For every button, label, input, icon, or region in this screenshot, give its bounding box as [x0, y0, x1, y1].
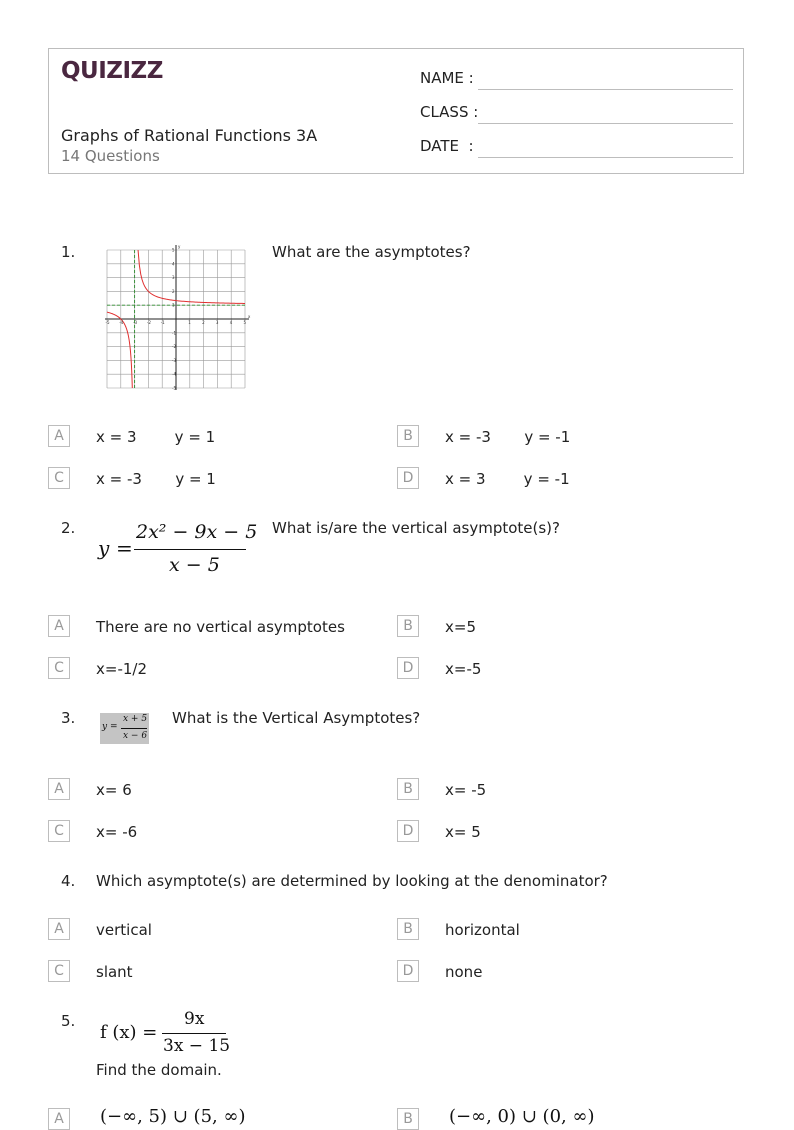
equation-numerator: 2x² − 9x − 5 — [136, 521, 258, 543]
option-a-badge[interactable]: A — [48, 778, 70, 800]
equation-lhs: f (x) = — [100, 1022, 158, 1043]
x-tick-label: 4 — [229, 320, 233, 325]
x-tick-label: 1 — [188, 320, 191, 325]
option-c-text[interactable]: x = -3 y = 1 — [96, 470, 216, 488]
fraction-bar — [162, 1033, 226, 1034]
worksheet-title: Graphs of Rational Functions 3A — [61, 126, 318, 145]
option-c-badge[interactable]: C — [48, 960, 70, 982]
option-c-text[interactable]: x=-1/2 — [96, 660, 147, 678]
question-number: 2. — [61, 519, 76, 537]
option-a-badge[interactable]: A — [48, 918, 70, 940]
x-tick-label: -4 — [119, 320, 124, 325]
y-tick-label: -3 — [172, 357, 176, 363]
option-a-text[interactable]: There are no vertical asymptotes — [96, 618, 345, 636]
question-number: 3. — [61, 709, 76, 727]
equation-denominator: x − 6 — [123, 731, 148, 741]
question-text: Which asymptote(s) are determined by looking at the denominator? — [96, 872, 608, 890]
equation-denominator: x − 5 — [169, 554, 220, 576]
option-b-text[interactable]: x = -3 y = -1 — [445, 428, 571, 446]
graph-axes — [105, 245, 249, 390]
option-d-text[interactable]: x = 3 y = -1 — [445, 470, 570, 488]
question-number: 1. — [61, 243, 76, 261]
rational-function-graph — [103, 244, 253, 394]
option-a-badge[interactable]: A — [48, 615, 70, 637]
option-d-badge[interactable]: D — [397, 467, 419, 489]
quizizz-logo: QUIZIZZ — [61, 58, 163, 84]
option-a-text[interactable]: (−∞, 5) ∪ (5, ∞) — [100, 1106, 246, 1127]
x-tick-label: 3 — [215, 320, 219, 325]
option-d-text[interactable]: x= 5 — [445, 823, 481, 841]
y-tick-label: -5 — [172, 385, 176, 391]
name-field[interactable] — [478, 89, 733, 90]
y-tick-label: 1 — [172, 302, 175, 308]
fraction-bar — [121, 728, 147, 729]
y-tick-label: 3 — [172, 275, 175, 281]
option-b-text[interactable]: x=5 — [445, 618, 476, 636]
y-tick-label: 5 — [172, 247, 175, 253]
option-b-badge[interactable]: B — [397, 1108, 419, 1130]
date-field[interactable] — [478, 157, 733, 158]
question-number: 4. — [61, 872, 76, 890]
x-axis-label: x — [248, 314, 251, 319]
equation-denominator: 3x − 15 — [163, 1036, 231, 1056]
option-a-text[interactable]: x = 3 y = 1 — [96, 428, 216, 446]
question-text: Find the domain. — [96, 1061, 222, 1079]
option-a-badge[interactable]: A — [48, 1108, 70, 1130]
equation-numerator: 9x — [184, 1009, 205, 1029]
date-label: DATE : — [420, 137, 474, 155]
fraction-bar — [134, 549, 246, 550]
option-b-text[interactable]: x= -5 — [445, 781, 487, 799]
curve-right-branch — [138, 247, 245, 303]
y-axis-label: y — [178, 244, 181, 249]
option-c-badge[interactable]: C — [48, 657, 70, 679]
graph-tick-labels — [106, 244, 252, 391]
option-d-badge[interactable]: D — [397, 820, 419, 842]
y-tick-label: -4 — [172, 371, 176, 377]
question-text: What are the asymptotes? — [272, 243, 471, 261]
x-tick-label: -2 — [146, 320, 151, 325]
class-field[interactable] — [478, 123, 733, 124]
option-d-text[interactable]: none — [445, 963, 483, 981]
option-b-text[interactable]: (−∞, 0) ∪ (0, ∞) — [449, 1106, 595, 1127]
option-b-badge[interactable]: B — [397, 425, 419, 447]
y-tick-label: 2 — [172, 288, 175, 294]
class-label: CLASS : — [420, 103, 479, 121]
option-c-badge[interactable]: C — [48, 820, 70, 842]
x-tick-label: -3 — [133, 320, 138, 325]
option-d-badge[interactable]: D — [397, 960, 419, 982]
question-number: 5. — [61, 1012, 76, 1030]
question-text: What is the Vertical Asymptotes? — [172, 709, 421, 727]
option-a-text[interactable]: x= 6 — [96, 781, 132, 799]
option-d-text[interactable]: x=-5 — [445, 660, 482, 678]
x-tick-label: -5 — [105, 320, 110, 325]
option-c-badge[interactable]: C — [48, 467, 70, 489]
option-b-badge[interactable]: B — [397, 918, 419, 940]
option-b-badge[interactable]: B — [397, 778, 419, 800]
option-a-badge[interactable]: A — [48, 425, 70, 447]
x-tick-label: -1 — [160, 320, 165, 325]
option-b-text[interactable]: horizontal — [445, 921, 520, 939]
x-tick-label: 5 — [243, 320, 247, 325]
option-c-text[interactable]: slant — [96, 963, 133, 981]
equation-equals: = — [116, 536, 133, 560]
y-tick-label: 4 — [172, 261, 175, 267]
equation-y: y — [98, 536, 110, 560]
y-tick-label: -2 — [172, 344, 176, 350]
option-c-text[interactable]: x= -6 — [96, 823, 138, 841]
option-b-badge[interactable]: B — [397, 615, 419, 637]
question-text: What is/are the vertical asymptote(s)? — [272, 519, 560, 537]
y-tick-label: -1 — [172, 330, 176, 336]
x-tick-label: 2 — [202, 320, 205, 325]
option-a-text[interactable]: vertical — [96, 921, 152, 939]
name-label: NAME : — [420, 69, 474, 87]
option-d-badge[interactable]: D — [397, 657, 419, 679]
equation-y: y = — [102, 722, 118, 732]
question-count: 14 Questions — [61, 147, 160, 165]
equation-numerator: x + 5 — [123, 714, 148, 724]
